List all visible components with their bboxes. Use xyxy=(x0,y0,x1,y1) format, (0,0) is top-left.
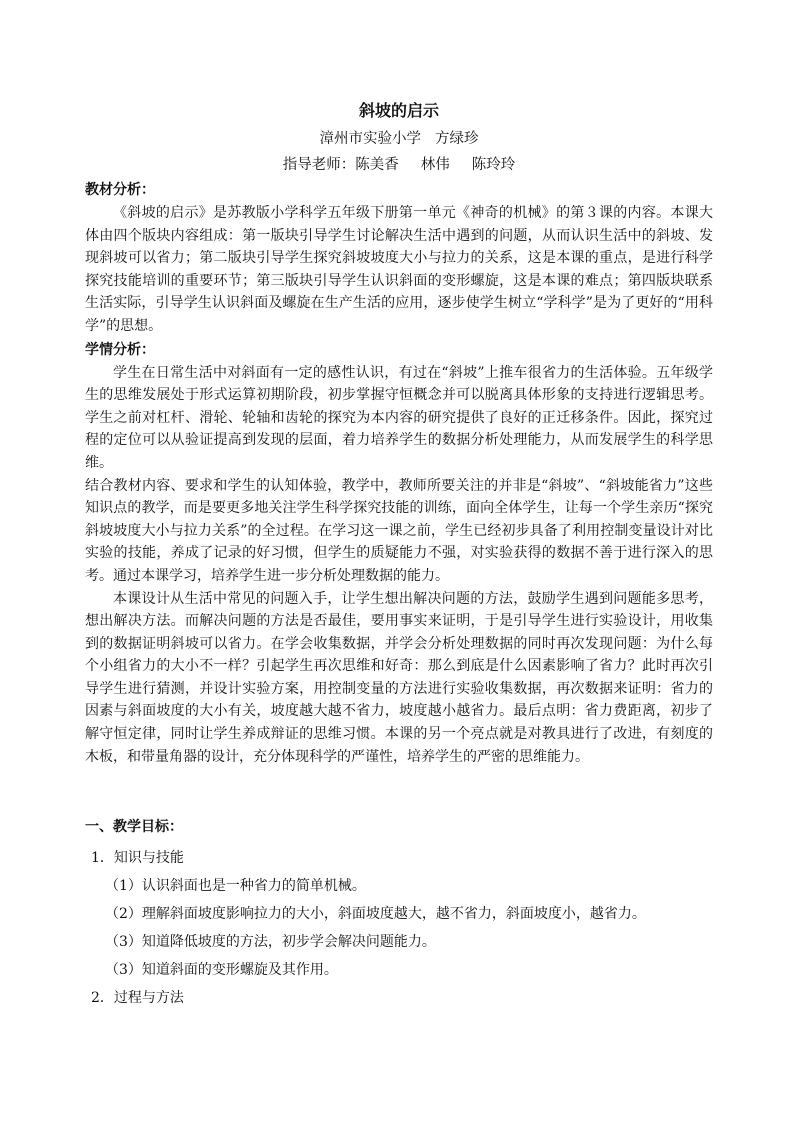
textbook-analysis-heading: 教材分析： xyxy=(85,182,155,198)
student-analysis-paragraph-1: 学生在日常生活中对斜面有一定的感性认识，有过在“斜坡”上推车很省力的生活体验。五年级学生的思维发展处于形式运算初期阶段，初步掌握守恒概念并可以脱离具体形象的支持进行逻辑思考。学生之前对杠杆、滑轮、轮轴和齿轮的探究为本内容的研究提供了良好的正迁移条件。因此，探究过程的定位可以从验证提高到发现的层面，着力培养学生的数据分析处理能力，从而发展学生的科学思维。 xyxy=(85,364,713,471)
student-analysis-paragraph-3: 本课设计从生活中常见的问题入手，让学生想出解决问题的方法，鼓励学生遇到问题能多思考，想出解决方法。而解决问题的方法是否最佳，要用事实来证明，于是引导学生进行实验设计，用收集到的数据证明斜坡可以省力。在学会收集数据，并学会分析处理数据的同时再次发现问题：为什么每个小组省力的大小不一样？引起学生再次思维和好奇：那么到底是什么因素影响了省力？此时再次引导学生进行猜测，并设计实验方案，用控制变量的方法进行实验收集数据，再次数据来证明：省力的因素与斜面坡度的大小有关，坡度越大越不省力，坡度越小越省力。最后点明：省力费距离，初步了解守恒定律，同时让学生养成辩证的思维习惯。本课的另一个亮点就是对教具进行了改进，有刻度的木板，和带量角器的设计，充分体现科学的严谨性，培养学生的严密的思维能力。 xyxy=(85,590,713,765)
student-analysis-paragraph-2: 结合教材内容、要求和学生的认知体验，教学中，教师所要关注的并非是“斜坡”、“斜坡能省力”这些知识点的教学，而是要更多地关注学生科学探究技能的训练，面向全体学生，让每一个学生亲历“探究斜坡坡度大小与拉力关系”的全过程。在学习这一课之前，学生已经初步具备了利用控制变量设计对比实验的技能，养成了记录的好习惯，但学生的质疑能力不强，对实验获得的数据不善于进行深入的思考。通过本课学习，培养学生进一步分析处理数据的能力。 xyxy=(85,477,713,584)
advisor-3: 陈玲玲 xyxy=(471,157,516,173)
advisor-line xyxy=(85,152,713,178)
advisor-1: 指导老师：陈美香 xyxy=(282,157,399,173)
advisor-2: 林伟 xyxy=(420,157,450,173)
teaching-goals-heading: 一、教学目标： xyxy=(85,819,183,836)
textbook-analysis-paragraph: 《斜坡的启示》是苏教版小学科学五年级下册第一单元《神奇的机械》的第３课的内容。本课大体由四个版块内容组成：第一版块引导学生讨论解决生活中遇到的问题，从而认识生活中的斜坡、发现斜坡可以省力；第二版块引导学生探究斜坡坡度大小与拉力的关系，这是本课的重点，是进行科学探究技能培训的重要环节；第三版块引导学生认识斜面的变形螺旋，这是本课的难点；第四版块联系生活实际，引导学生认识斜面及螺旋在生产生活的应用，逐步使学生树立“学科学”是为了更好的“用科学”的思想。 xyxy=(85,205,713,334)
goal-subitem-3: （3）知道降低坡度的方法，初步学会解决问题能力。 xyxy=(105,934,436,951)
goal-item-knowledge: 1．知识与技能 xyxy=(91,850,184,867)
goal-item-process: 2．过程与方法 xyxy=(91,990,184,1007)
goal-subitem-4: （3）知道斜面的变形螺旋及其作用。 xyxy=(105,962,338,979)
goal-subitem-2: （2）理解斜面坡度影响拉力的大小，斜面坡度越大，越不省力，斜面坡度小，越省力。 xyxy=(105,906,646,923)
school-name: 漳州市实验小学 xyxy=(319,131,421,147)
lesson-title: 斜坡的启示 xyxy=(358,101,439,120)
author-line xyxy=(85,126,713,152)
document-page xyxy=(85,98,713,1012)
student-analysis-heading: 学情分析： xyxy=(85,341,155,358)
author-name: 方绿珍 xyxy=(435,131,479,147)
goal-subitem-1: （1）认识斜面也是一种省力的简单机械。 xyxy=(105,878,366,895)
section-spacer xyxy=(85,768,713,814)
